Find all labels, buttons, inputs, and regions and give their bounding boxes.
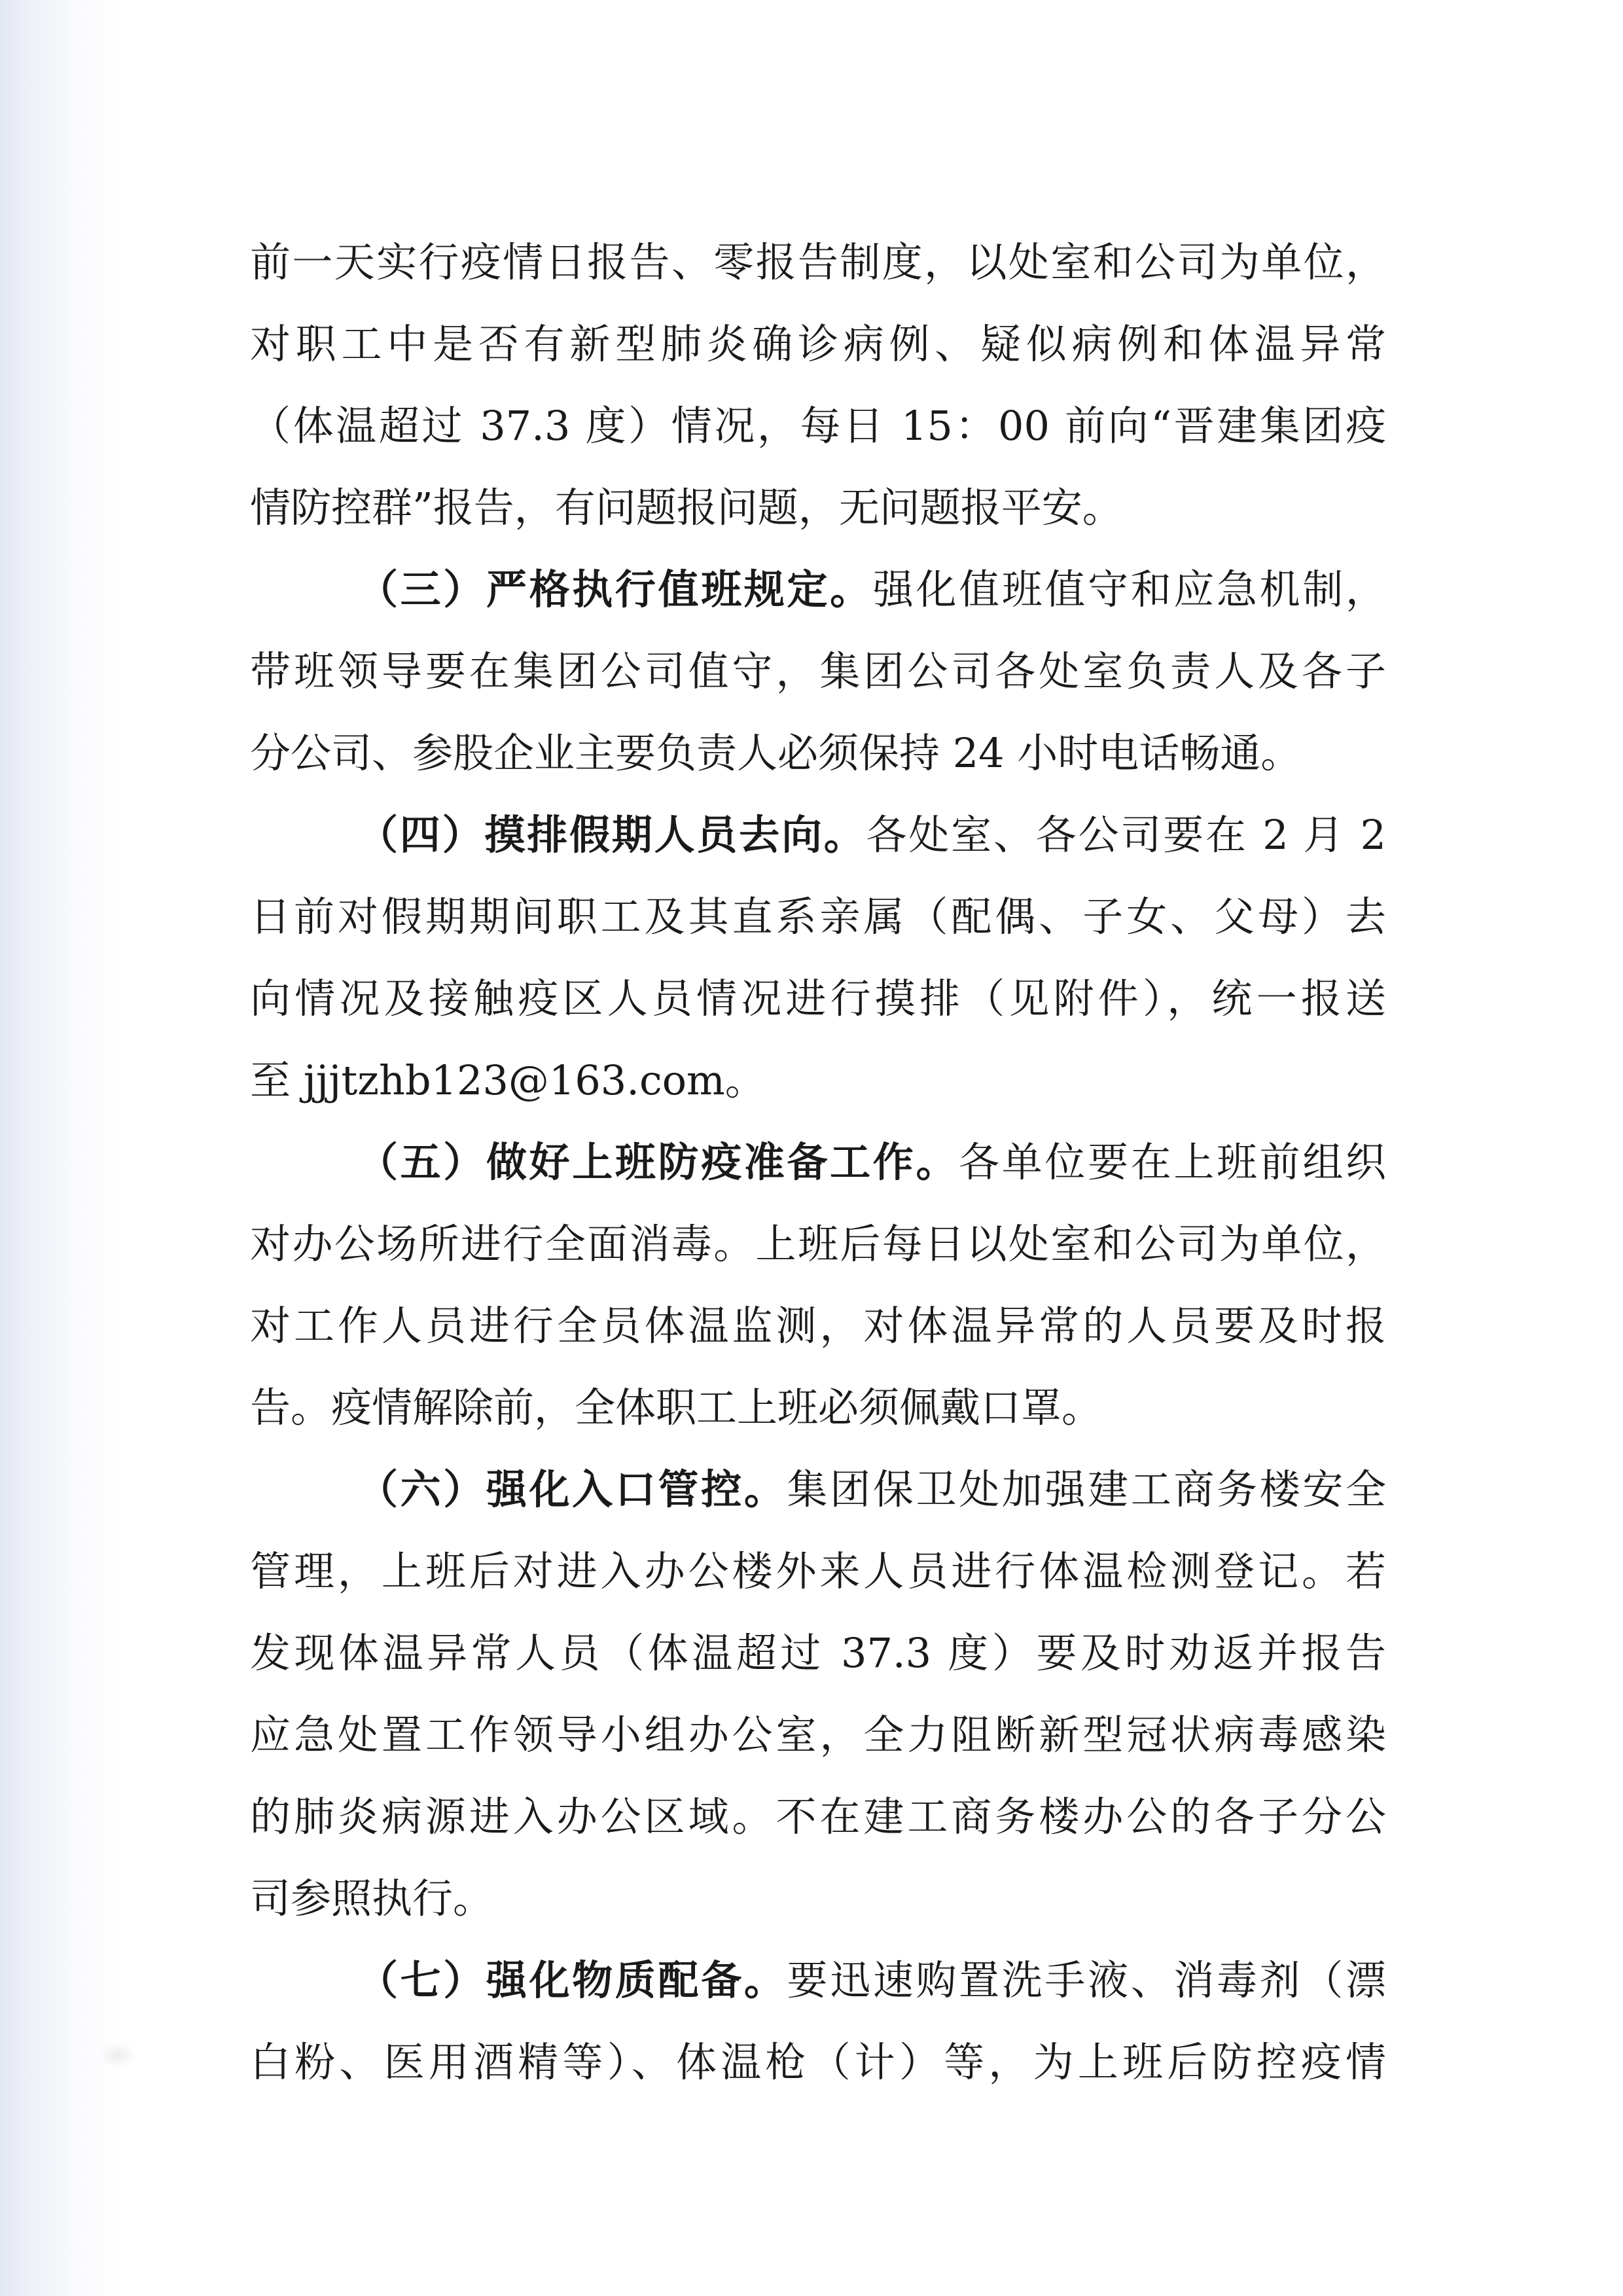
document-body [250,221,1386,2103]
document-line [250,548,1386,630]
document-line [250,1776,1386,1857]
document-line [250,1857,1386,1939]
line-text: 管理，上班后对进入办公楼外来人员进行体温检测登记。若 [250,1547,1386,1595]
document-line [250,1939,1386,2021]
line-text: 向情况及接触疫区人员情况进行摸排（见附件），统一报送 [250,975,1386,1022]
document-line [250,712,1386,794]
document-line [250,1121,1386,1203]
line-text: 集团保卫处加强建工商务楼安全 [787,1465,1386,1513]
document-line [250,1448,1386,1530]
section-heading: （五）做好上班防疫准备工作。 [357,1138,959,1186]
line-text: 情防控群”报告，有问题报问题，无问题报平安。 [250,484,1123,531]
line-text: 日前对假期期间职工及其直系亲属（配偶、子女、父母）去 [250,893,1386,941]
line-text: 发现体温异常人员（体温超过 37.3 度）要及时劝返并报告 [250,1629,1386,1677]
line-text: 带班领导要在集团公司值守，集团公司各处室负责人及各子 [250,647,1386,695]
document-line [250,1612,1386,1694]
section-heading: （三）严格执行值班规定。 [357,565,873,613]
line-text: 对职工中是否有新型肺炎确诊病例、疑似病例和体温异常 [250,320,1386,368]
line-text: 告。疫情解除前，全体职工上班必须佩戴口罩。 [250,1384,1103,1431]
document-line [250,630,1386,712]
document-line [250,385,1386,467]
line-text: 分公司、参股企业主要负责人必须保持 24 小时电话畅通。 [250,729,1302,777]
section-heading: （六）强化入口管控。 [357,1465,787,1513]
line-text: 白粉、医用酒精等）、体温枪（计）等，为上班后防控疫情 [250,2038,1386,2086]
scan-speck [98,2042,137,2068]
document-line [250,221,1386,303]
document-line [250,303,1386,385]
document-line [250,1694,1386,1776]
line-text: 对工作人员进行全员体温监测，对体温异常的人员要及时报 [250,1302,1386,1350]
document-line [250,1039,1386,1121]
line-text: 司参照执行。 [250,1874,494,1922]
line-text: 对办公场所进行全面消毒。上班后每日以处室和公司为单位， [250,1220,1386,1268]
document-line [250,467,1386,548]
line-text: 要迅速购置洗手液、消毒剂（漂 [787,1956,1386,2004]
line-text: （体温超过 37.3 度）情况，每日 15：00 前向“晋建集团疫 [250,402,1386,450]
document-line [250,876,1386,958]
line-text: 各单位要在上班前组织 [959,1138,1386,1186]
section-heading: （四）摸排假期人员去向。 [357,811,866,859]
line-text: 前一天实行疫情日报告、零报告制度，以处室和公司为单位， [250,238,1386,286]
line-text: 的肺炎病源进入办公区域。不在建工商务楼办公的各子分公 [250,1793,1386,1840]
document-line [250,1530,1386,1612]
document-line [250,1367,1386,1448]
document-line [250,794,1386,876]
document-line [250,1203,1386,1285]
line-text: 强化值班值守和应急机制， [872,565,1386,613]
line-text: 应急处置工作领导小组办公室，全力阻断新型冠状病毒感染 [250,1711,1386,1759]
document-line [250,2021,1386,2103]
section-heading: （七）强化物质配备。 [357,1956,787,2004]
document-line [250,958,1386,1039]
email-address-text: 至 jjjtzhb123@163.com。 [250,1056,766,1104]
document-line [250,1285,1386,1367]
line-text: 各处室、各公司要在 2 月 2 [866,811,1386,859]
